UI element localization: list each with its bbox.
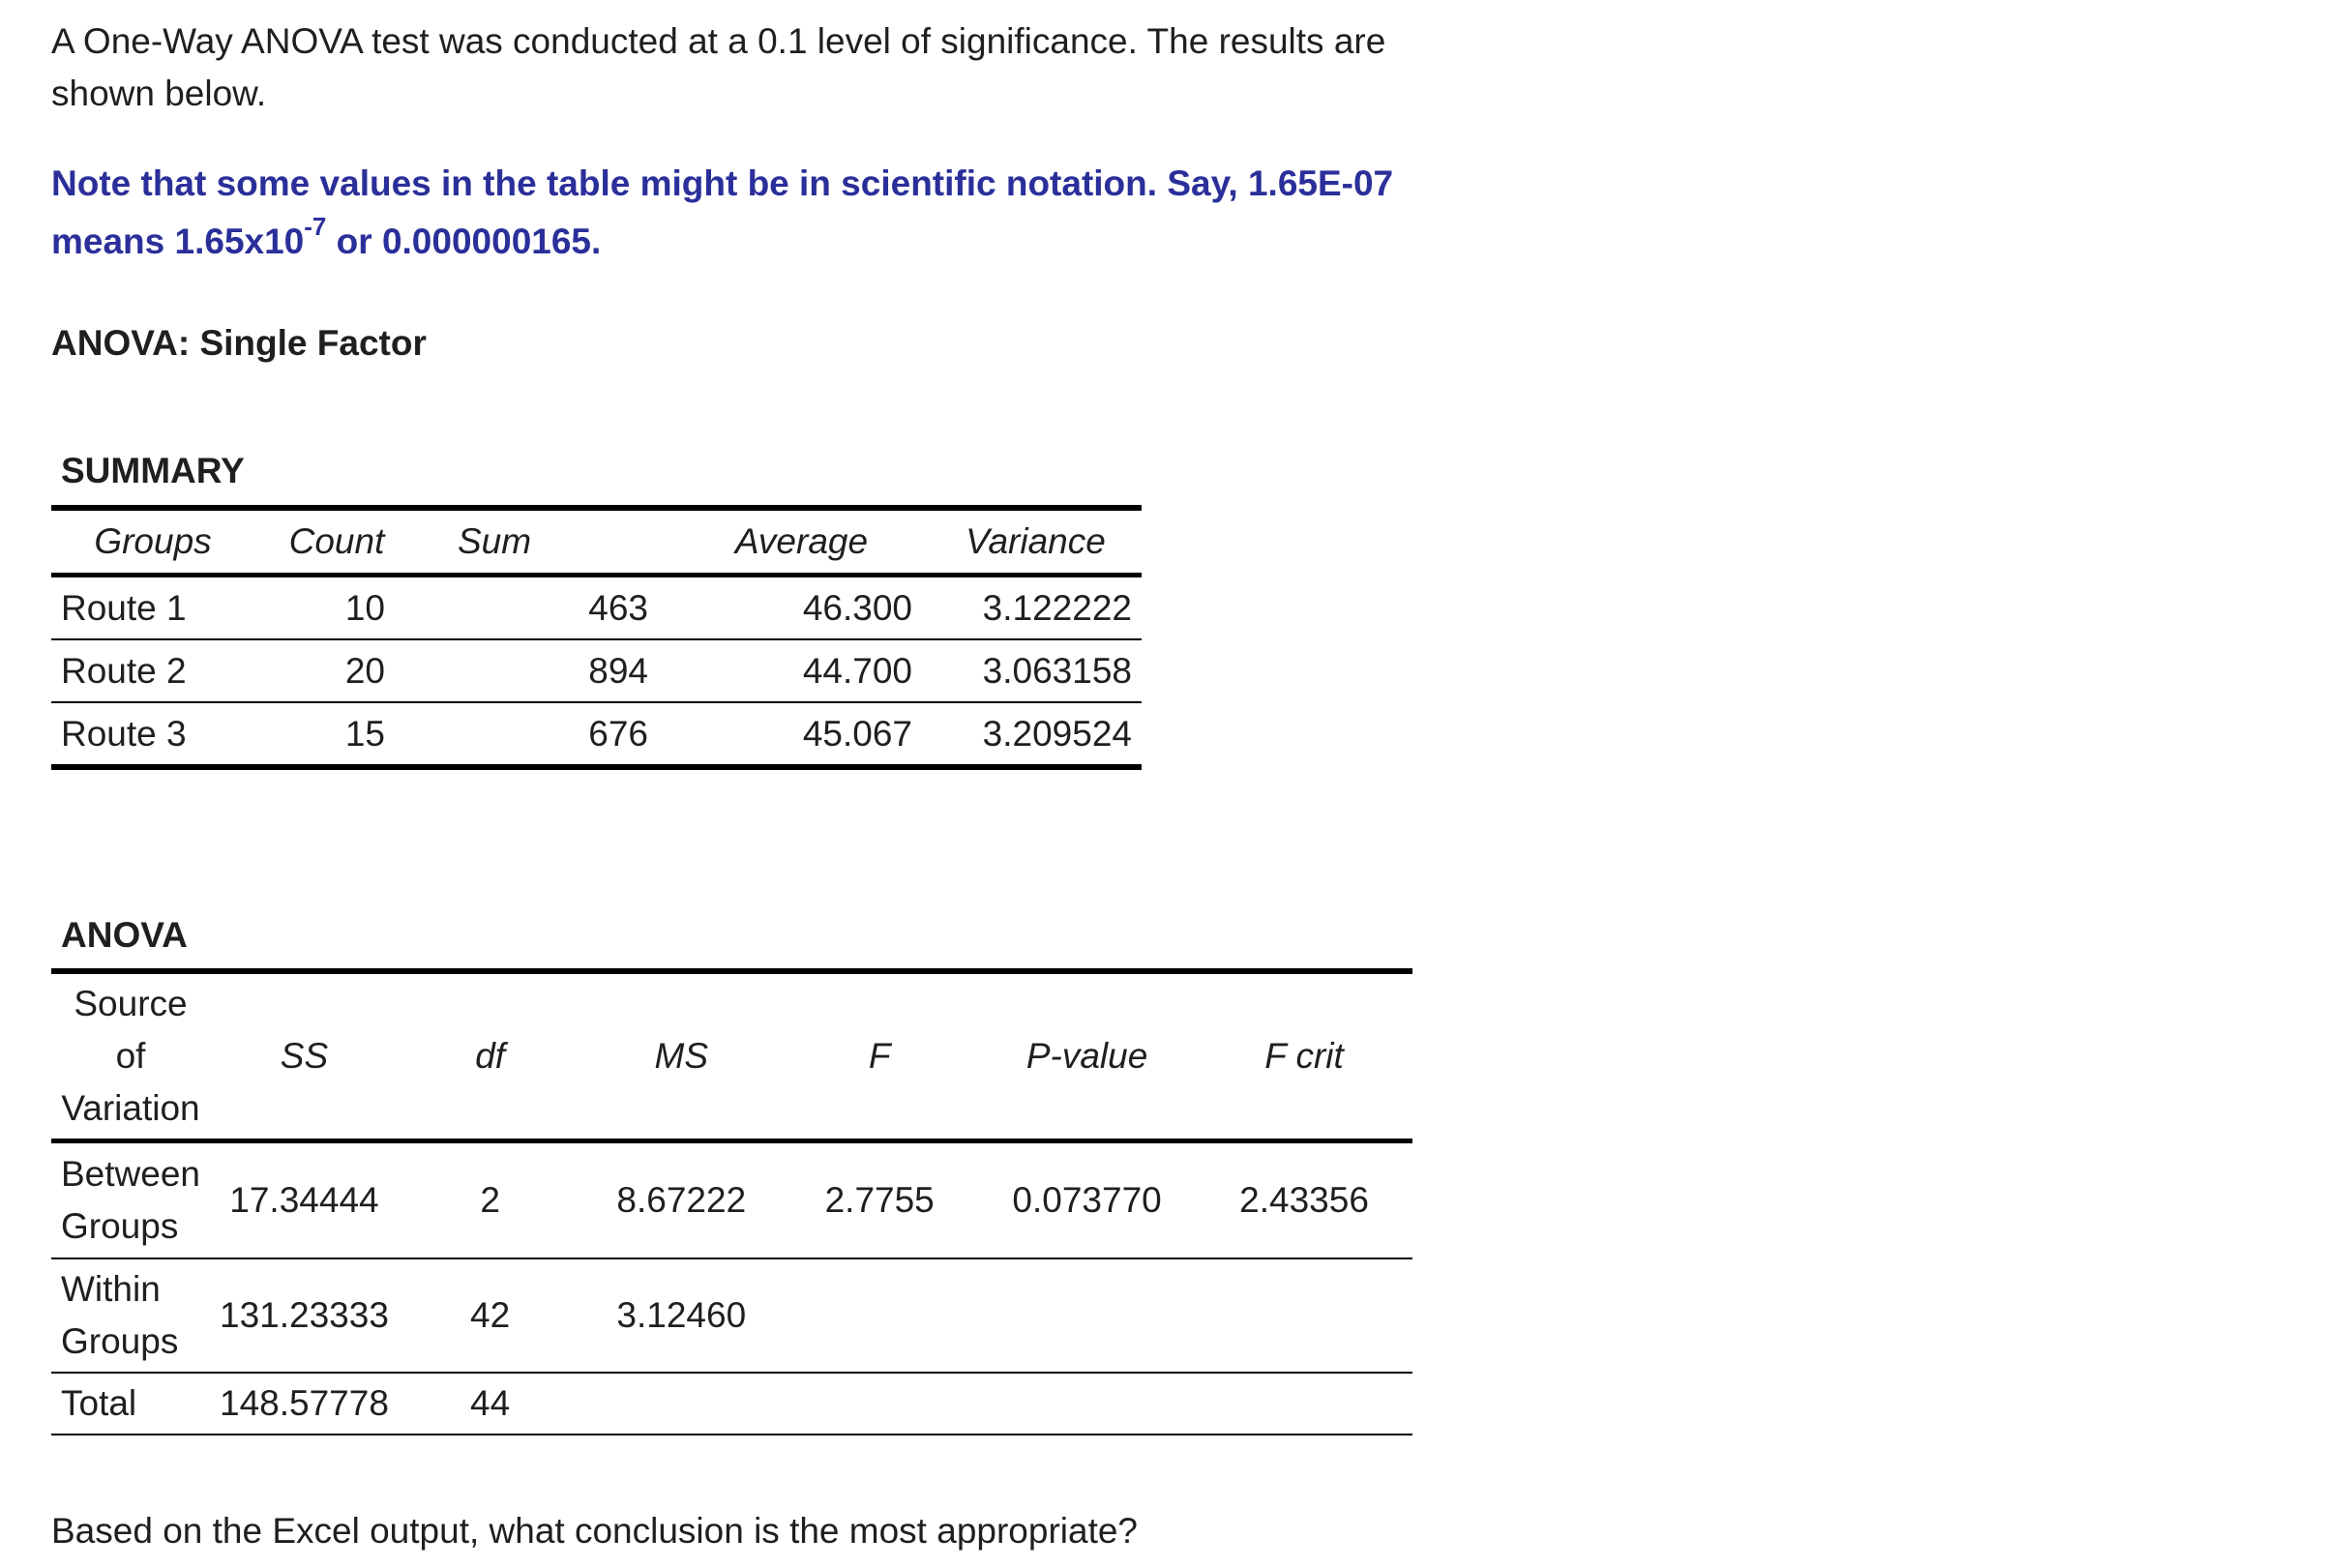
summary-cell-group: Route 2 — [51, 639, 254, 702]
summary-cell-sum: 463 — [419, 576, 673, 640]
summary-cell-count: 15 — [344, 713, 385, 754]
summary-header-variance: Variance — [930, 508, 1142, 576]
anova-row-between-groups — [51, 1141, 1412, 1259]
summary-header-groups: Groups — [51, 508, 254, 576]
summary-row-route-2 — [51, 639, 1142, 702]
anova-cell-f — [781, 1373, 978, 1435]
anova-cell-f-crit: 2.43356 — [1196, 1141, 1412, 1259]
summary-header-sum: Sum — [419, 508, 673, 576]
anova-header-df: df — [399, 971, 581, 1141]
anova-cell-ms: 3.12460 — [581, 1258, 781, 1373]
source-line: Between — [61, 1154, 200, 1194]
summary-cell-variance: 3.122222 — [930, 576, 1142, 640]
summary-cell-sum: 676 — [588, 713, 648, 754]
anova-cell-ms: 8.67222 — [581, 1141, 781, 1259]
summary-cell-variance: 3.209524 — [982, 713, 1132, 754]
summary-cell-count: 20 — [254, 639, 419, 702]
anova-cell-df: 44 — [470, 1383, 511, 1423]
source-line: Groups — [61, 1206, 179, 1246]
source-line: Within — [61, 1269, 161, 1309]
anova-header-row — [51, 971, 1412, 1141]
anova-cell-source — [51, 1141, 210, 1259]
anova-table — [51, 968, 1412, 1435]
anova-cell-source — [51, 1373, 210, 1435]
anova-header-ss: SS — [210, 971, 399, 1141]
note-line-2 — [51, 213, 1425, 271]
anova-cell-ss: 131.23333 — [210, 1258, 399, 1373]
note-line-1: Note that some values in the table might be in scientific notation. Say, 1.65E-07 — [51, 163, 1394, 203]
anova-header-f-crit: F crit — [1196, 971, 1412, 1141]
source-header-line: of — [115, 1036, 146, 1076]
anova-cell-f: 2.7755 — [781, 1141, 978, 1259]
summary-cell-sum: 894 — [419, 639, 673, 702]
anova-cell-ms — [581, 1373, 781, 1435]
summary-cell-variance: 3.063158 — [930, 639, 1142, 702]
anova-cell-p-value — [978, 1258, 1196, 1373]
anova-cell-ss: 148.57778 — [220, 1383, 389, 1423]
summary-title: SUMMARY — [61, 451, 245, 490]
intro-line-2: shown below. — [51, 74, 267, 113]
anova-cell-f — [781, 1258, 978, 1373]
source-line: Groups — [61, 1321, 179, 1361]
note-line-2-suffix: or 0.000000165. — [326, 222, 602, 261]
summary-cell-group: Route 1 — [51, 576, 254, 640]
intro-line-1: A One-Way ANOVA test was conducted at a 0.1 level of significance. The results are — [51, 21, 1386, 61]
anova-row-within-groups — [51, 1258, 1412, 1373]
summary-row-route-1 — [51, 576, 1142, 640]
source-line: Total — [61, 1383, 137, 1423]
anova-cell-ss: 17.34444 — [210, 1141, 399, 1259]
summary-cell-average: 44.700 — [673, 639, 930, 702]
summary-header-row — [51, 508, 1142, 576]
scientific-notation-note — [51, 155, 1425, 271]
source-header-line: Source — [74, 984, 188, 1023]
question-text: Based on the Excel output, what conclusion is the most appropriate? — [51, 1511, 1139, 1551]
anova-cell-p-value: 0.073770 — [978, 1141, 1196, 1259]
intro-paragraph — [51, 15, 1425, 120]
summary-header-average: Average — [673, 508, 930, 576]
summary-header-count: Count — [254, 508, 419, 576]
anova-cell-df: 2 — [399, 1141, 581, 1259]
anova-header-f: F — [781, 971, 978, 1141]
page-title: ANOVA: Single Factor — [51, 323, 427, 363]
anova-header-source — [51, 971, 210, 1141]
anova-cell-f-crit — [1196, 1373, 1412, 1435]
summary-table — [51, 505, 1142, 770]
anova-row-total — [51, 1373, 1412, 1435]
note-line-2-prefix: means 1.65x10 — [51, 222, 305, 261]
summary-cell-group: Route 3 — [61, 713, 187, 754]
summary-row-route-3 — [51, 702, 1142, 767]
anova-cell-df: 42 — [399, 1258, 581, 1373]
note-exponent: -7 — [304, 211, 327, 241]
anova-cell-f-crit — [1196, 1258, 1412, 1373]
summary-cell-count: 10 — [254, 576, 419, 640]
source-header-line: Variation — [61, 1088, 200, 1128]
anova-header-ms: MS — [581, 971, 781, 1141]
summary-cell-average: 45.067 — [802, 713, 912, 754]
summary-cell-average: 46.300 — [673, 576, 930, 640]
anova-cell-source — [51, 1258, 210, 1373]
anova-title: ANOVA — [61, 915, 188, 955]
anova-header-p-value: P-value — [978, 971, 1196, 1141]
anova-cell-p-value — [978, 1373, 1196, 1435]
